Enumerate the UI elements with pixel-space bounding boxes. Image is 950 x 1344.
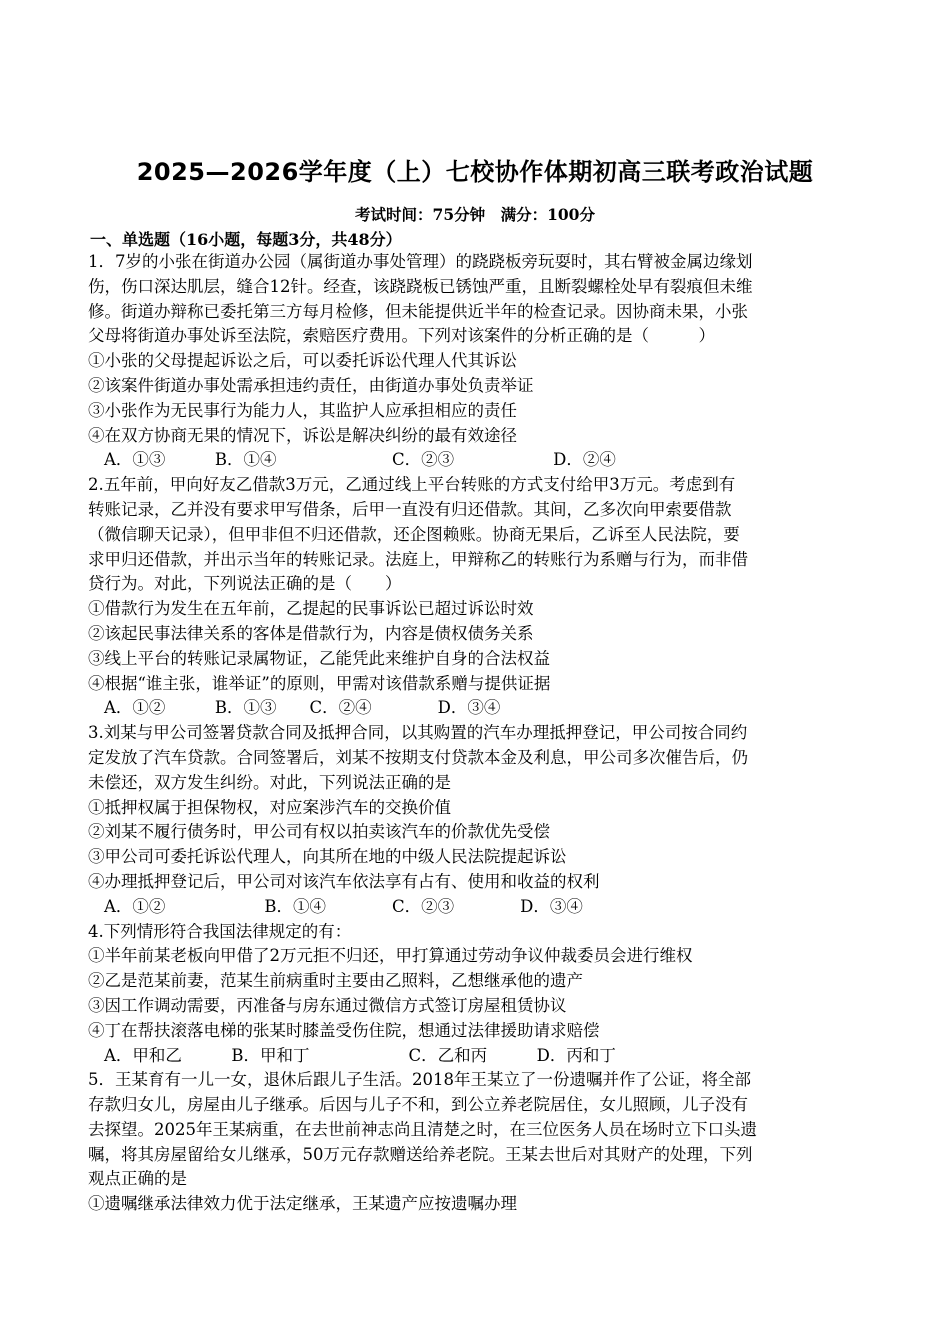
question-stem-line: 修。街道办辩称已委托第三方每月检修，但未能提供近半年的检查记录。因协商未果，小张 <box>88 301 748 321</box>
question-stem-line: 5．王某育有一儿一女，退休后跟儿子生活。2018年王某立了一份遗嘱并作了公证，将全部 <box>88 1070 751 1090</box>
question-stem-line: 父母将街道办事处诉至法院，索赔医疗费用。下列对该案件的分析正确的是（ ） <box>88 326 715 346</box>
question-2 <box>88 473 862 721</box>
exam-title: 2025—2026学年度（上）七校协作体期初高三联考政治试题 <box>136 158 814 186</box>
question-stem-line: 观点正确的是 <box>88 1169 187 1189</box>
question-stem-line: 贷行为。对此，下列说法正确的是（ ） <box>88 574 402 594</box>
question-1 <box>88 250 862 473</box>
answer-options: A．甲和乙 B．甲和丁 C．乙和丙 D．丙和丁 <box>104 1045 616 1065</box>
statement-item: ②刘某不履行债务时，甲公司有权以拍卖该汽车的价款优先受偿 <box>88 822 550 842</box>
question-stem-line: 未偿还，双方发生纠纷。对此，下列说法正确的是 <box>88 772 451 792</box>
answer-options: A．①③ B．①④ C．②③ D．②④ <box>104 450 616 470</box>
statement-item: ②乙是范某前妻，范某生前病重时主要由乙照料，乙想继承他的遗产 <box>88 971 583 991</box>
statement-item: ①借款行为发生在五年前，乙提起的民事诉讼已超过诉讼时效 <box>88 599 534 619</box>
statement-item: ①遗嘱继承法律效力优于法定继承，王某遗产应按遗嘱办理 <box>88 1194 517 1214</box>
statement-item: ④根据“谁主张，谁举证”的原则，甲需对该借款系赠与提供证据 <box>88 673 551 693</box>
question-stem-line: 嘱，将其房屋留给女儿继承，50万元存款赠送给养老院。王某去世后对其财产的处理，下列 <box>88 1144 753 1164</box>
question-stem-line: 3.刘某与甲公司签署贷款合同及抵押合同，以其购置的汽车办理抵押登记，甲公司按合同约 <box>88 723 748 743</box>
statement-item: ①小张的父母提起诉讼之后，可以委托诉讼代理人代其诉讼 <box>88 351 517 371</box>
question-stem-line: （微信聊天记录），但甲非但不归还借款，还企图赖账。协商无果后，乙诉至人民法院，要 <box>88 524 740 544</box>
exam-subtitle: 考试时间：75分钟 满分：100分 <box>355 205 595 224</box>
statement-item: ②该起民事法律关系的客体是借款行为，内容是债权债务关系 <box>88 623 534 643</box>
question-stem-line: 伤，伤口深达肌层，缝合12针。经查，该跷跷板已锈蚀严重，且断裂螺栓处早有裂痕但未维 <box>88 276 753 296</box>
answer-options: A．①② B．①④ C．②③ D．③④ <box>104 896 583 916</box>
question-stem-line: 求甲归还借款，并出示当年的转账记录。法庭上，甲辩称乙的转账行为系赠与行为，而非借 <box>88 549 748 569</box>
section-heading: 一、单选题（16小题，每题3分，共48分） <box>90 230 402 249</box>
statement-item: ④办理抵押登记后，甲公司对该汽车依法享有占有、使用和收益的权利 <box>88 871 600 891</box>
statement-item: ④在双方协商无果的情况下，诉讼是解决纠纷的最有效途径 <box>88 425 517 445</box>
statement-item: ③小张作为无民事行为能力人，其监护人应承担相应的责任 <box>88 400 517 420</box>
statement-item: ③甲公司可委托诉讼代理人，向其所在地的中级人民法院提起诉讼 <box>88 847 567 867</box>
statement-item: ②该案件街道办事处需承担违约责任，由街道办事处负责举证 <box>88 375 534 395</box>
question-5 <box>88 1068 862 1217</box>
question-4 <box>88 920 862 1069</box>
answer-options: A．①② B．①③ C．②④ D．③④ <box>104 698 501 718</box>
question-stem-line: 4.下列情形符合我国法律规定的有： <box>88 921 352 941</box>
question-list <box>88 250 862 1217</box>
question-stem-line: 定发放了汽车贷款。合同签署后，刘某不按期支付贷款本金及利息，甲公司多次催告后，仍 <box>88 747 748 767</box>
question-stem-line: 存款归女儿，房屋由儿子继承。后因与儿子不和，到公立养老院居住，女儿照顾，儿子没有 <box>88 1095 748 1115</box>
statement-item: ④丁在帮扶滚落电梯的张某时膝盖受伤住院，想通过法律援助请求赔偿 <box>88 1020 600 1040</box>
statement-item: ①半年前某老板向甲借了2万元拒不归还，甲打算通过劳动争议仲裁委员会进行维权 <box>88 946 693 966</box>
question-stem-line: 转账记录，乙并没有要求甲写借条，后甲一直没有归还借款。其间，乙多次向甲索要借款 <box>88 499 732 519</box>
question-stem-line: 去探望。2025年王某病重，在去世前神志尚且清楚之时，在三位医务人员在场时立下口头遗 <box>88 1119 757 1139</box>
statement-item: ③线上平台的转账记录属物证，乙能凭此来维护自身的合法权益 <box>88 648 550 668</box>
question-3 <box>88 721 862 919</box>
question-stem-line: 2.五年前，甲向好友乙借款3万元，乙通过线上平台转账的方式支付给甲3万元。考虑到有 <box>88 475 736 495</box>
question-stem-line: 1．7岁的小张在街道办公园（属街道办事处管理）的跷跷板旁玩耍时，其右臂被金属边缘划 <box>88 252 753 271</box>
statement-item: ③因工作调动需要，丙准备与房东通过微信方式签订房屋租赁协议 <box>88 995 567 1015</box>
statement-item: ①抵押权属于担保物权，对应案涉汽车的交换价值 <box>88 797 451 817</box>
